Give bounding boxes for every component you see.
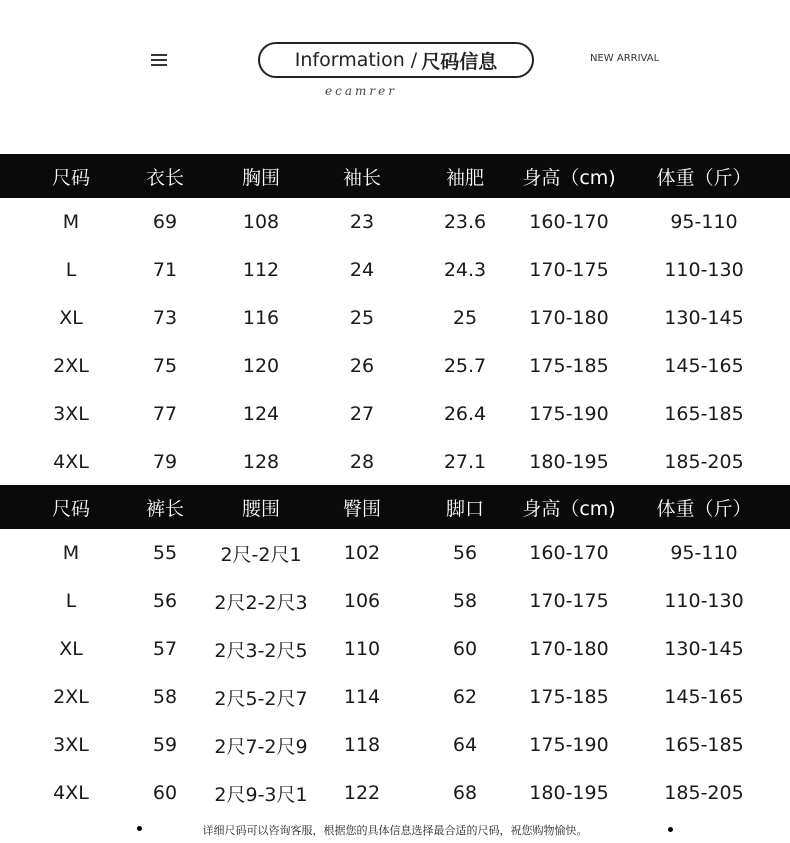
table-cell: 180-195 xyxy=(529,451,609,473)
table-cell: 28 xyxy=(349,451,375,473)
table-cell: 2尺9-3尺1 xyxy=(214,783,308,806)
table-cell: 2尺3-2尺5 xyxy=(214,639,308,662)
column-header: 脚口 xyxy=(445,497,485,520)
table-cell: 170-180 xyxy=(529,638,609,660)
table-cell: 23 xyxy=(349,211,375,233)
table-cell: 95-110 xyxy=(670,211,738,233)
column-header: 衣长 xyxy=(145,166,185,189)
top-size-table xyxy=(0,154,790,486)
table-cell: 3XL xyxy=(53,403,89,425)
table-cell: 57 xyxy=(152,638,178,660)
table-header-row xyxy=(0,154,790,198)
column-header: 尺码 xyxy=(51,166,91,189)
table-cell: 95-110 xyxy=(670,542,738,564)
table-cell: M xyxy=(62,542,80,564)
table-cell: 4XL xyxy=(53,451,89,473)
table-cell: 116 xyxy=(242,307,280,329)
table-cell: 79 xyxy=(152,451,178,473)
table-cell: M xyxy=(62,211,80,233)
table-cell: L xyxy=(65,590,77,612)
column-header: 腰围 xyxy=(241,497,281,520)
table-cell: 2尺5-2尺7 xyxy=(214,687,308,710)
table-cell: 185-205 xyxy=(664,782,744,804)
column-header: 袖肥 xyxy=(445,166,485,189)
column-header: 尺码 xyxy=(51,497,91,520)
table-cell: 58 xyxy=(152,686,178,708)
footer-note: 详细尺码可以咨询客服，根据您的具体信息选择最合适的尺码，祝您购物愉快。 xyxy=(202,824,588,837)
table-cell: 170-175 xyxy=(529,590,609,612)
table-row xyxy=(0,198,790,246)
table-row xyxy=(0,625,790,673)
bottom-size-table xyxy=(0,485,790,817)
table-cell: 114 xyxy=(343,686,381,708)
table-cell: 58 xyxy=(452,590,478,612)
table-cell: 130-145 xyxy=(664,638,744,660)
table-cell: 2XL xyxy=(53,355,89,377)
table-cell: XL xyxy=(59,638,83,660)
table-row xyxy=(0,342,790,390)
table-row xyxy=(0,673,790,721)
table-header-row xyxy=(0,485,790,529)
table-cell: 118 xyxy=(343,734,381,756)
table-cell: 145-165 xyxy=(664,686,744,708)
column-header: 臀围 xyxy=(342,497,382,520)
footer xyxy=(0,822,790,838)
table-cell: 75 xyxy=(152,355,178,377)
table-cell: 68 xyxy=(452,782,478,804)
table-cell: 71 xyxy=(152,259,178,281)
page-title xyxy=(258,42,534,78)
title-zh: 尺码信息 xyxy=(421,50,498,73)
table-cell: 165-185 xyxy=(664,734,744,756)
table-cell: 165-185 xyxy=(664,403,744,425)
table-cell: 77 xyxy=(152,403,178,425)
table-cell: 27 xyxy=(349,403,375,425)
table-cell: 145-165 xyxy=(664,355,744,377)
table-row xyxy=(0,577,790,625)
table-row xyxy=(0,529,790,577)
table-row xyxy=(0,769,790,817)
column-header: 胸围 xyxy=(241,166,281,189)
table-cell: 69 xyxy=(152,211,178,233)
menu-icon[interactable] xyxy=(151,54,167,68)
table-cell: 106 xyxy=(343,590,381,612)
table-cell: 26 xyxy=(349,355,375,377)
table-cell: 128 xyxy=(242,451,280,473)
table-cell: 130-145 xyxy=(664,307,744,329)
table-cell: 56 xyxy=(452,542,478,564)
table-cell: 102 xyxy=(343,542,381,564)
table-cell: 110-130 xyxy=(664,590,744,612)
table-cell: 56 xyxy=(152,590,178,612)
table-cell: 170-180 xyxy=(529,307,609,329)
table-cell: 2尺-2尺1 xyxy=(220,543,302,566)
table-cell: 2XL xyxy=(53,686,89,708)
table-cell: 24 xyxy=(349,259,375,281)
table-cell: 59 xyxy=(152,734,178,756)
table-row xyxy=(0,294,790,342)
table-cell: 60 xyxy=(152,782,178,804)
table-cell: 62 xyxy=(452,686,478,708)
table-cell: 175-185 xyxy=(529,355,609,377)
table-row xyxy=(0,390,790,438)
table-cell: XL xyxy=(59,307,83,329)
table-cell: 25 xyxy=(349,307,375,329)
bullet-dot xyxy=(668,827,673,832)
table-cell: 122 xyxy=(343,782,381,804)
column-header: 体重（斤） xyxy=(656,497,752,520)
table-cell: 112 xyxy=(242,259,280,281)
table-cell: 23.6 xyxy=(443,211,487,233)
table-row xyxy=(0,721,790,769)
table-cell: 175-190 xyxy=(529,734,609,756)
table-cell: 160-170 xyxy=(529,211,609,233)
table-cell: 26.4 xyxy=(443,403,487,425)
table-cell: 185-205 xyxy=(664,451,744,473)
table-cell: 175-185 xyxy=(529,686,609,708)
table-cell: 60 xyxy=(452,638,478,660)
table-cell: 170-175 xyxy=(529,259,609,281)
new-arrival-badge: NEW ARRIVAL xyxy=(590,53,660,64)
column-header: 身高（cm) xyxy=(522,497,616,520)
table-cell: 25 xyxy=(452,307,478,329)
column-header: 体重（斤） xyxy=(656,166,752,189)
column-header: 裤长 xyxy=(145,497,185,520)
table-cell: 110-130 xyxy=(664,259,744,281)
table-cell: 73 xyxy=(152,307,178,329)
table-cell: 108 xyxy=(242,211,280,233)
table-cell: 55 xyxy=(152,542,178,564)
signature-script: ecamrer xyxy=(325,84,397,98)
column-header: 袖长 xyxy=(342,166,382,189)
table-cell: 180-195 xyxy=(529,782,609,804)
table-cell: 3XL xyxy=(53,734,89,756)
table-cell: 24.3 xyxy=(443,259,487,281)
table-cell: 25.7 xyxy=(443,355,487,377)
table-cell: 4XL xyxy=(53,782,89,804)
table-cell: 160-170 xyxy=(529,542,609,564)
table-cell: 64 xyxy=(452,734,478,756)
table-cell: 2尺2-2尺3 xyxy=(214,591,308,614)
table-row xyxy=(0,246,790,294)
table-cell: 110 xyxy=(343,638,381,660)
table-cell: 120 xyxy=(242,355,280,377)
table-cell: 175-190 xyxy=(529,403,609,425)
table-cell: 27.1 xyxy=(443,451,487,473)
table-cell: L xyxy=(65,259,77,281)
column-header: 身高（cm) xyxy=(522,166,616,189)
title-en: Information / xyxy=(294,49,418,71)
table-cell: 2尺7-2尺9 xyxy=(214,735,308,758)
bullet-dot xyxy=(137,826,142,831)
table-cell: 124 xyxy=(242,403,280,425)
table-row xyxy=(0,438,790,486)
